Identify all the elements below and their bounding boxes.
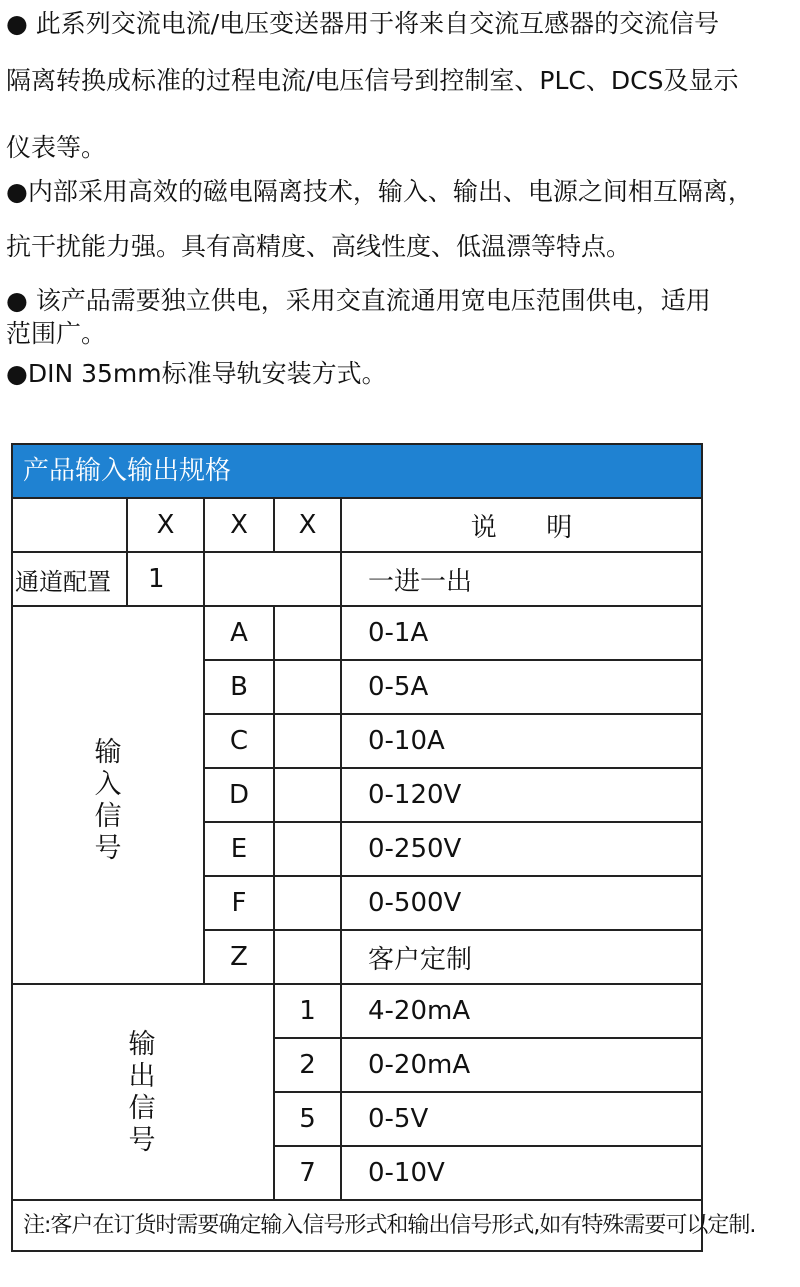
- intro-line-7: 范围广。: [6, 319, 107, 348]
- input-code: C: [229, 726, 249, 756]
- input-code: Z: [230, 942, 248, 972]
- input-desc: 0-1A: [368, 618, 429, 648]
- output-desc: 0-5V: [368, 1104, 429, 1134]
- input-desc: 0-250V: [368, 834, 462, 864]
- col-header-2: X: [230, 510, 248, 540]
- input-desc: 0-10A: [368, 726, 445, 756]
- intro-line-4: ●内部采用高效的磁电隔离技术，输入、输出、电源之间相互隔离，: [6, 177, 753, 206]
- input-desc: 0-500V: [368, 888, 462, 918]
- output-desc: 0-20mA: [368, 1050, 471, 1080]
- input-code: A: [230, 618, 248, 648]
- input-code: B: [230, 672, 248, 702]
- col-header-1: X: [156, 510, 175, 540]
- spec-table: [11, 443, 756, 1252]
- output-desc: 0-10V: [368, 1158, 445, 1188]
- output-signal-label: 输 出 信 号: [128, 1029, 156, 1156]
- intro-line-6: ● 该产品需要独立供电，采用交直流通用宽电压范围供电，适用: [6, 286, 711, 315]
- channel-code: 1: [148, 564, 165, 594]
- intro-line-8: ●DIN 35mm标准导轨安装方式。: [6, 359, 387, 388]
- intro-line-1: ● 此系列交流电流/电压变送器用于将来自交流互感器的交流信号: [6, 9, 720, 38]
- intro-line-3: 仪表等。: [6, 133, 107, 162]
- order-note: 注:客户在订货时需要确定输入信号形式和输出信号形式,如有特殊需要可以定制.: [23, 1213, 756, 1238]
- output-code: 5: [299, 1104, 316, 1134]
- desc-header: 说 明: [470, 512, 573, 543]
- intro-line-5: 抗干扰能力强。具有高精度、高线性度、低温漂等特点。: [6, 232, 632, 261]
- output-desc: 4-20mA: [368, 996, 471, 1026]
- channel-desc: 一进一出: [368, 566, 473, 597]
- output-code: 2: [299, 1050, 316, 1080]
- channel-label: 通道配置: [15, 567, 111, 596]
- input-signal-label: 输 入 信 号: [94, 737, 122, 864]
- output-code: 7: [299, 1158, 316, 1188]
- col-header-3: X: [298, 510, 317, 540]
- intro-line-2: 隔离转换成标准的过程电流/电压信号到控制室、PLC、DCS及显示: [6, 66, 739, 95]
- spec-table-title: 产品输入输出规格: [13, 445, 701, 497]
- input-code: D: [228, 780, 250, 810]
- input-code: F: [231, 888, 247, 918]
- input-code: E: [230, 834, 248, 864]
- input-desc: 客户定制: [368, 944, 473, 975]
- input-desc: 0-120V: [368, 780, 462, 810]
- output-code: 1: [299, 996, 316, 1026]
- input-desc: 0-5A: [368, 672, 429, 702]
